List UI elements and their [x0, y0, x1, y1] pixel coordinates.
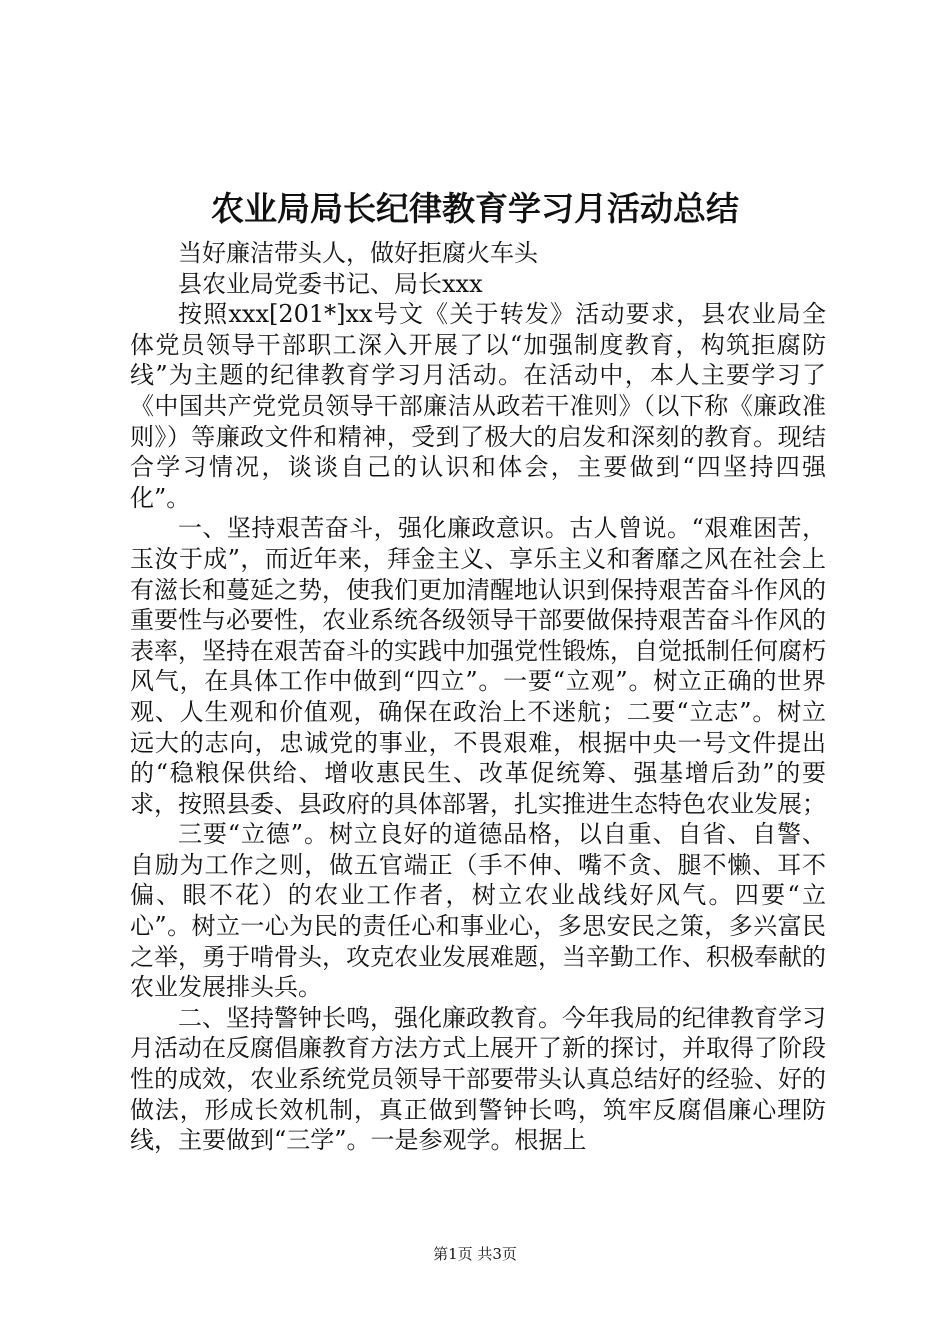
author-paragraph: 县农业局党委书记、局长xxx [178, 269, 483, 298]
page-number-footer: 第1页 共3页 [433, 1245, 517, 1263]
document-body [130, 238, 826, 1156]
body-paragraph: 三要“立德”。树立良好的道德品格，以自重、自省、自警、自励为工作之则，做五官端正（手不伸、嘴不贪、腿不懒、耳不偏、眼不花）的农业工作者，树立农业战线好风气。四要“立心”。树立一心为民的责任心和事业心，多思安民之策，多兴富民之举，勇于啃骨头，攻克农业发展难题，当辛勤工作、积极奉献的农业发展排头兵。 [130, 820, 826, 1002]
document-title: 农业局局长纪律教育学习月活动总结 [211, 189, 739, 228]
body-paragraph: 按照xxx[201*]xx号文《关于转发》活动要求，县农业局全体党员领导干部职工深入开展了以“加强制度教育，构筑拒腐防线”为主题的纪律教育学习月活动。在活动中，本人主要学习了《中国共产党党员领导干部廉洁从政若干准则》（以下称《廉政准则》）等廉政文件和精神，受到了极大的启发和深刻的教育。现结合学习情况，谈谈自己的认识和体会，主要做到“四坚持四强化”。 [130, 300, 826, 512]
body-paragraph: 二、坚持警钟长鸣，强化廉政教育。今年我局的纪律教育学习月活动在反腐倡廉教育方法方式上展开了新的探讨，并取得了阶段性的成效，农业系统党员领导干部要带头认真总结好的经验、好的做法，形成长效机制，真正做到警钟长鸣，筑牢反腐倡廉心理防线，主要做到“三学”。一是参观学。根据上 [130, 1003, 826, 1155]
subtitle-paragraph: 当好廉洁带头人，做好拒腐火车头 [178, 239, 538, 267]
body-paragraph: 一、坚持艰苦奋斗，强化廉政意识。古人曾说。“艰难困苦，玉汝于成”，而近年来，拜金主义、享乐主义和奢靡之风在社会上有滋长和蔓延之势，使我们更加清醒地认识到保持艰苦奋斗作风的重要性与必要性，农业系统各级领导干部要做保持艰苦奋斗作风的表率，坚持在艰苦奋斗的实践中加强党性锻炼，自觉抵制任何腐朽风气，在具体工作中做到“四立”。一要“立观”。树立正确的世界观、人生观和价值观，确保在政治上不迷航；二要“立志”。树立远大的志向，忠诚党的事业，不畏艰难，根据中央一号文件提出的“稳粮保供给、增收惠民生、改革促统筹、强基增后劲”的要求，按照县委、县政府的具体部署，扎实推进生态特色农业发展； [130, 514, 826, 818]
